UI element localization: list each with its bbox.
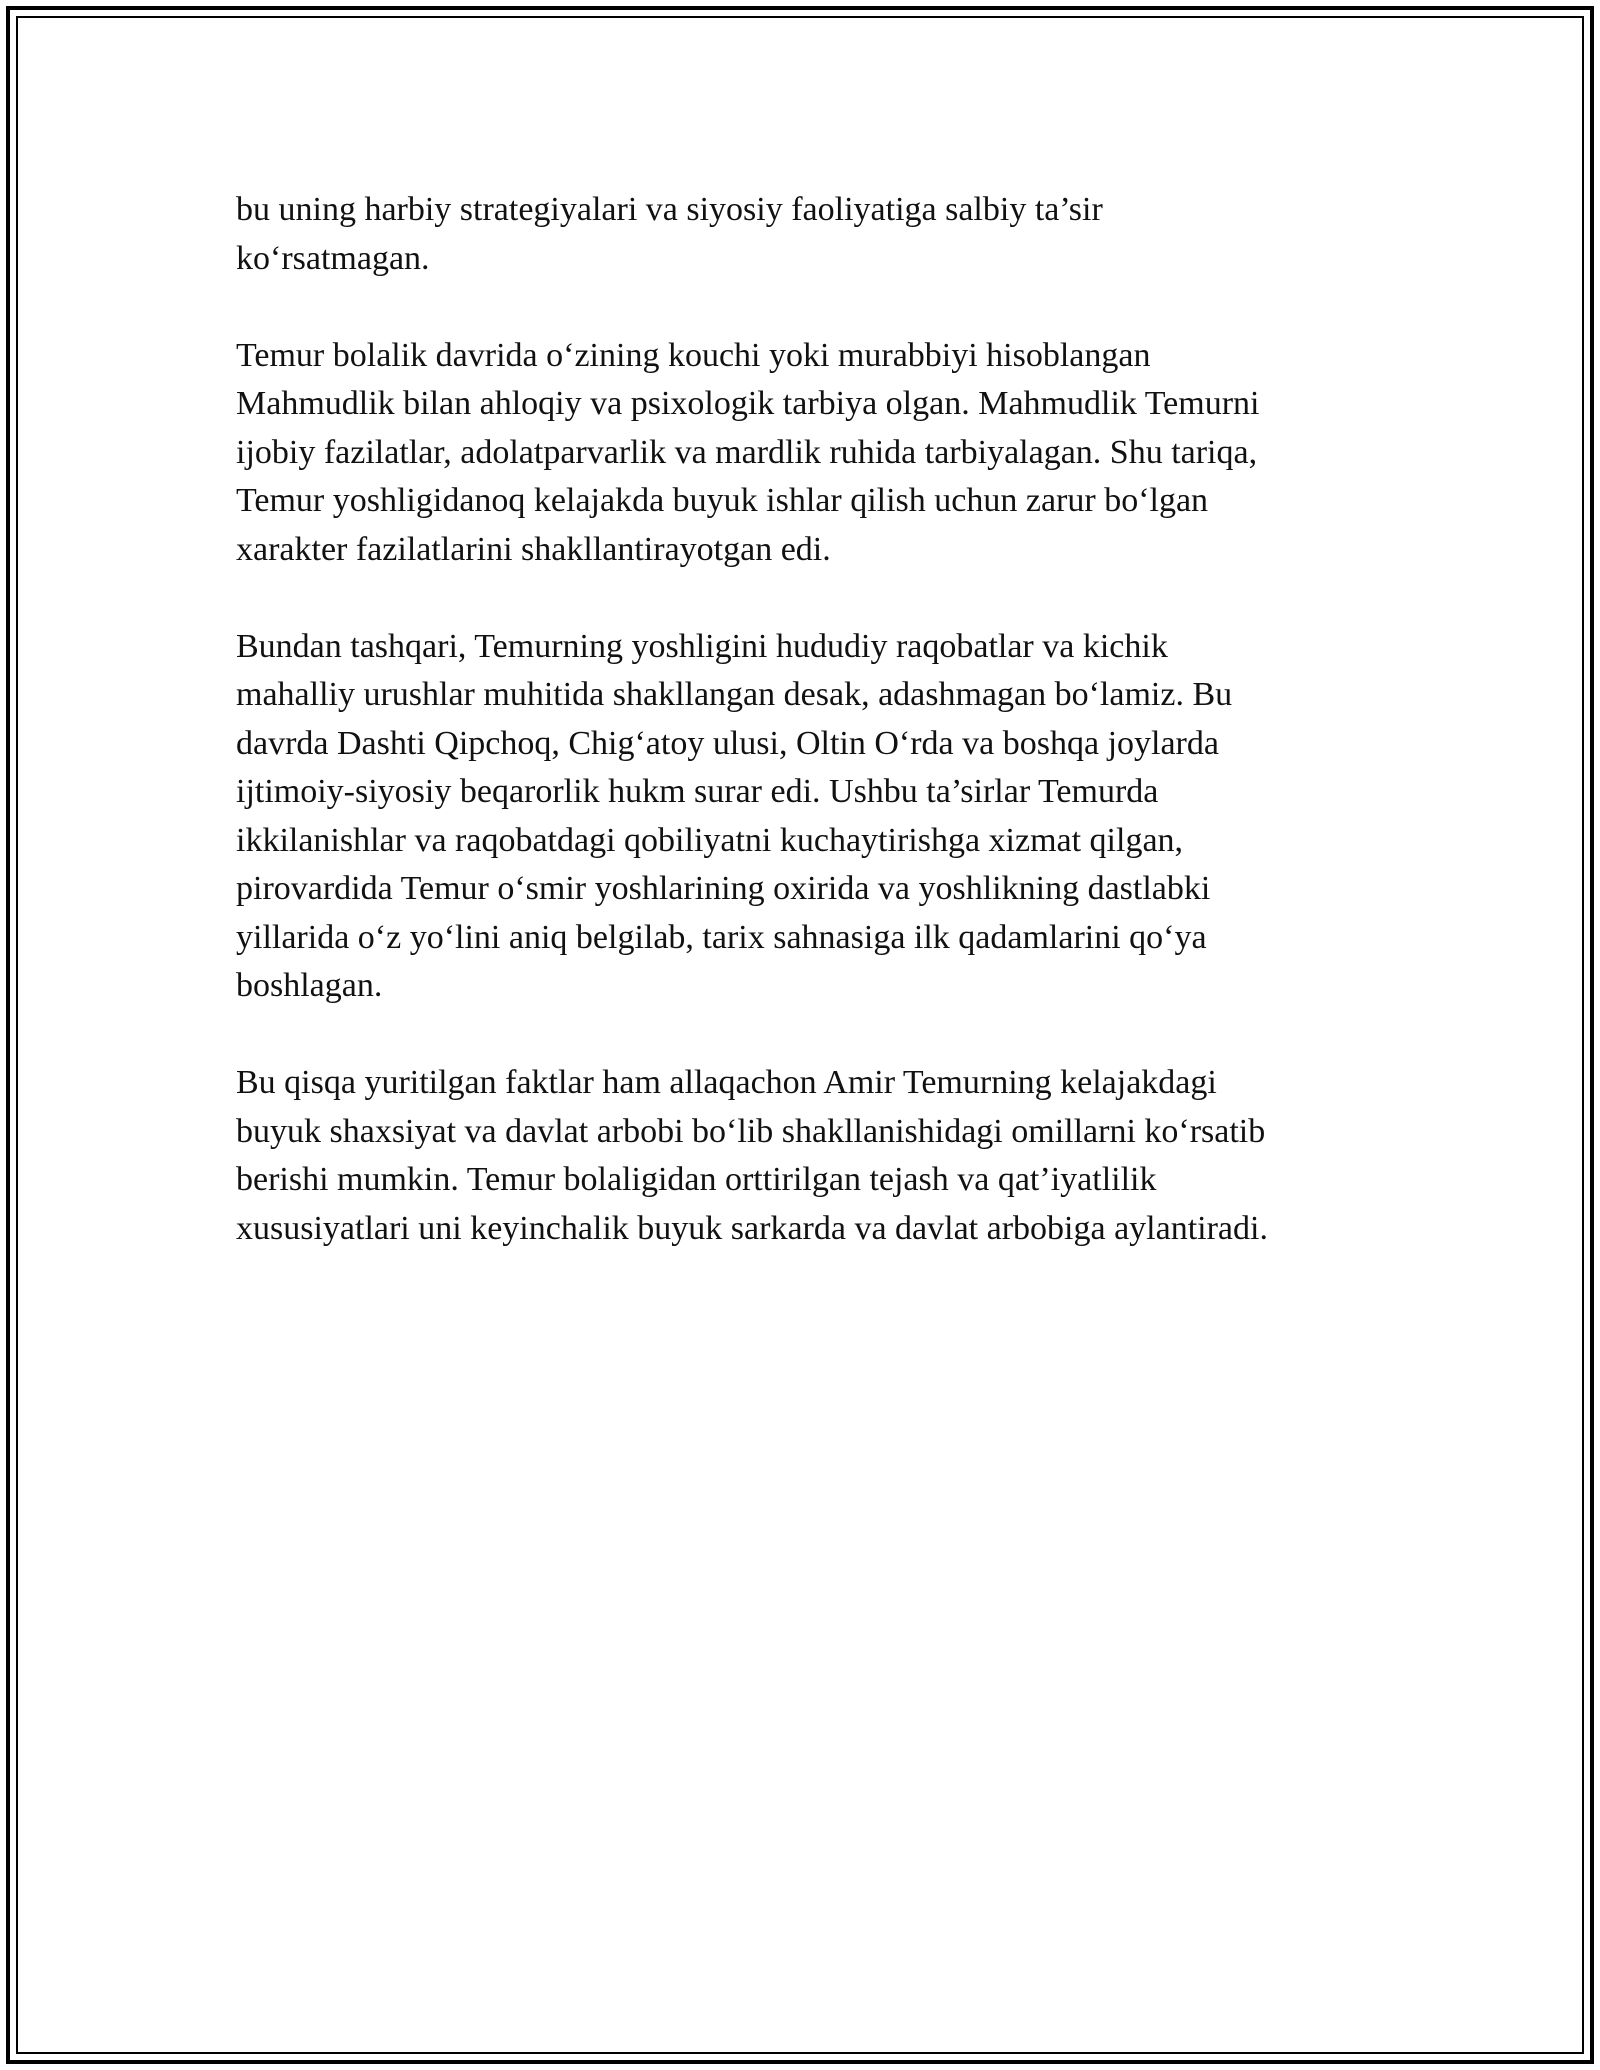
text-line: Bundan tashqari, Temurning yoshligini hududiy raqobatlar va kichik <box>236 627 1168 665</box>
text-line: mahalliy urushlar muhitida shakllangan desak, adashmagan bo‘lamiz. Bu <box>236 676 1233 713</box>
paragraph-2 <box>236 332 1376 575</box>
document-body <box>236 186 1376 1302</box>
text-line: davrda Dashti Qipchoq, Chig‘atoy ulusi, Oltin O‘rda va boshqa joylarda <box>236 724 1219 762</box>
text-line: ko‘rsatmagan. <box>236 239 430 277</box>
text-line: buyuk shaxsiyat va davlat arbobi bo‘lib shakllanishidagi omillarni ko‘rsatib <box>236 1112 1266 1150</box>
text-line: Temur bolalik davrida o‘zining kouchi yoki murabbiyi hisoblangan <box>236 336 1151 374</box>
text-line: xususiyatlari uni keyinchalik buyuk sarkarda va davlat arbobiga aylantiradi. <box>236 1209 1268 1247</box>
paragraph-3 <box>236 623 1376 1011</box>
text-line: Bu qisqa yuritilgan faktlar ham allaqachon Amir Temurning kelajakdagi <box>236 1064 1217 1101</box>
text-line: xarakter fazilatlarini shakllantirayotgan edi. <box>236 530 831 568</box>
text-line: yillarida o‘z yo‘lini aniq belgilab, tarix sahnasiga ilk qadamlarini qo‘ya <box>236 918 1207 956</box>
text-line: pirovardida Temur o‘smir yoshlarining oxirida va yoshlikning dastlabki <box>236 870 1211 907</box>
text-line: bu uning harbiy strategiyalari va siyosiy faoliyatiga salbiy ta’sir <box>236 191 1103 228</box>
text-line: berishi mumkin. Temur bolaligidan orttirilgan tejash va qat’iyatlilik <box>236 1161 1157 1198</box>
text-line: ikkilanishlar va raqobatdagi qobiliyatni kuchaytirishga xizmat qilgan, <box>236 821 1184 859</box>
text-line: Temur yoshligidanoq kelajakda buyuk ishlar qilish uchun zarur bo‘lgan <box>236 482 1209 519</box>
text-line: Mahmudlik bilan ahloqiy va psixologik tarbiya olgan. Mahmudlik Temurni <box>236 385 1260 422</box>
paragraph-1 <box>236 186 1376 283</box>
text-line: boshlagan. <box>236 967 383 1004</box>
paragraph-4 <box>236 1059 1376 1253</box>
text-line: ijtimoiy-siyosiy beqarorlik hukm surar edi. Ushbu ta’sirlar Temurda <box>236 773 1159 810</box>
text-line: ijobiy fazilatlar, adolatparvarlik va mardlik ruhida tarbiyalagan. Shu tariqa, <box>236 433 1258 471</box>
